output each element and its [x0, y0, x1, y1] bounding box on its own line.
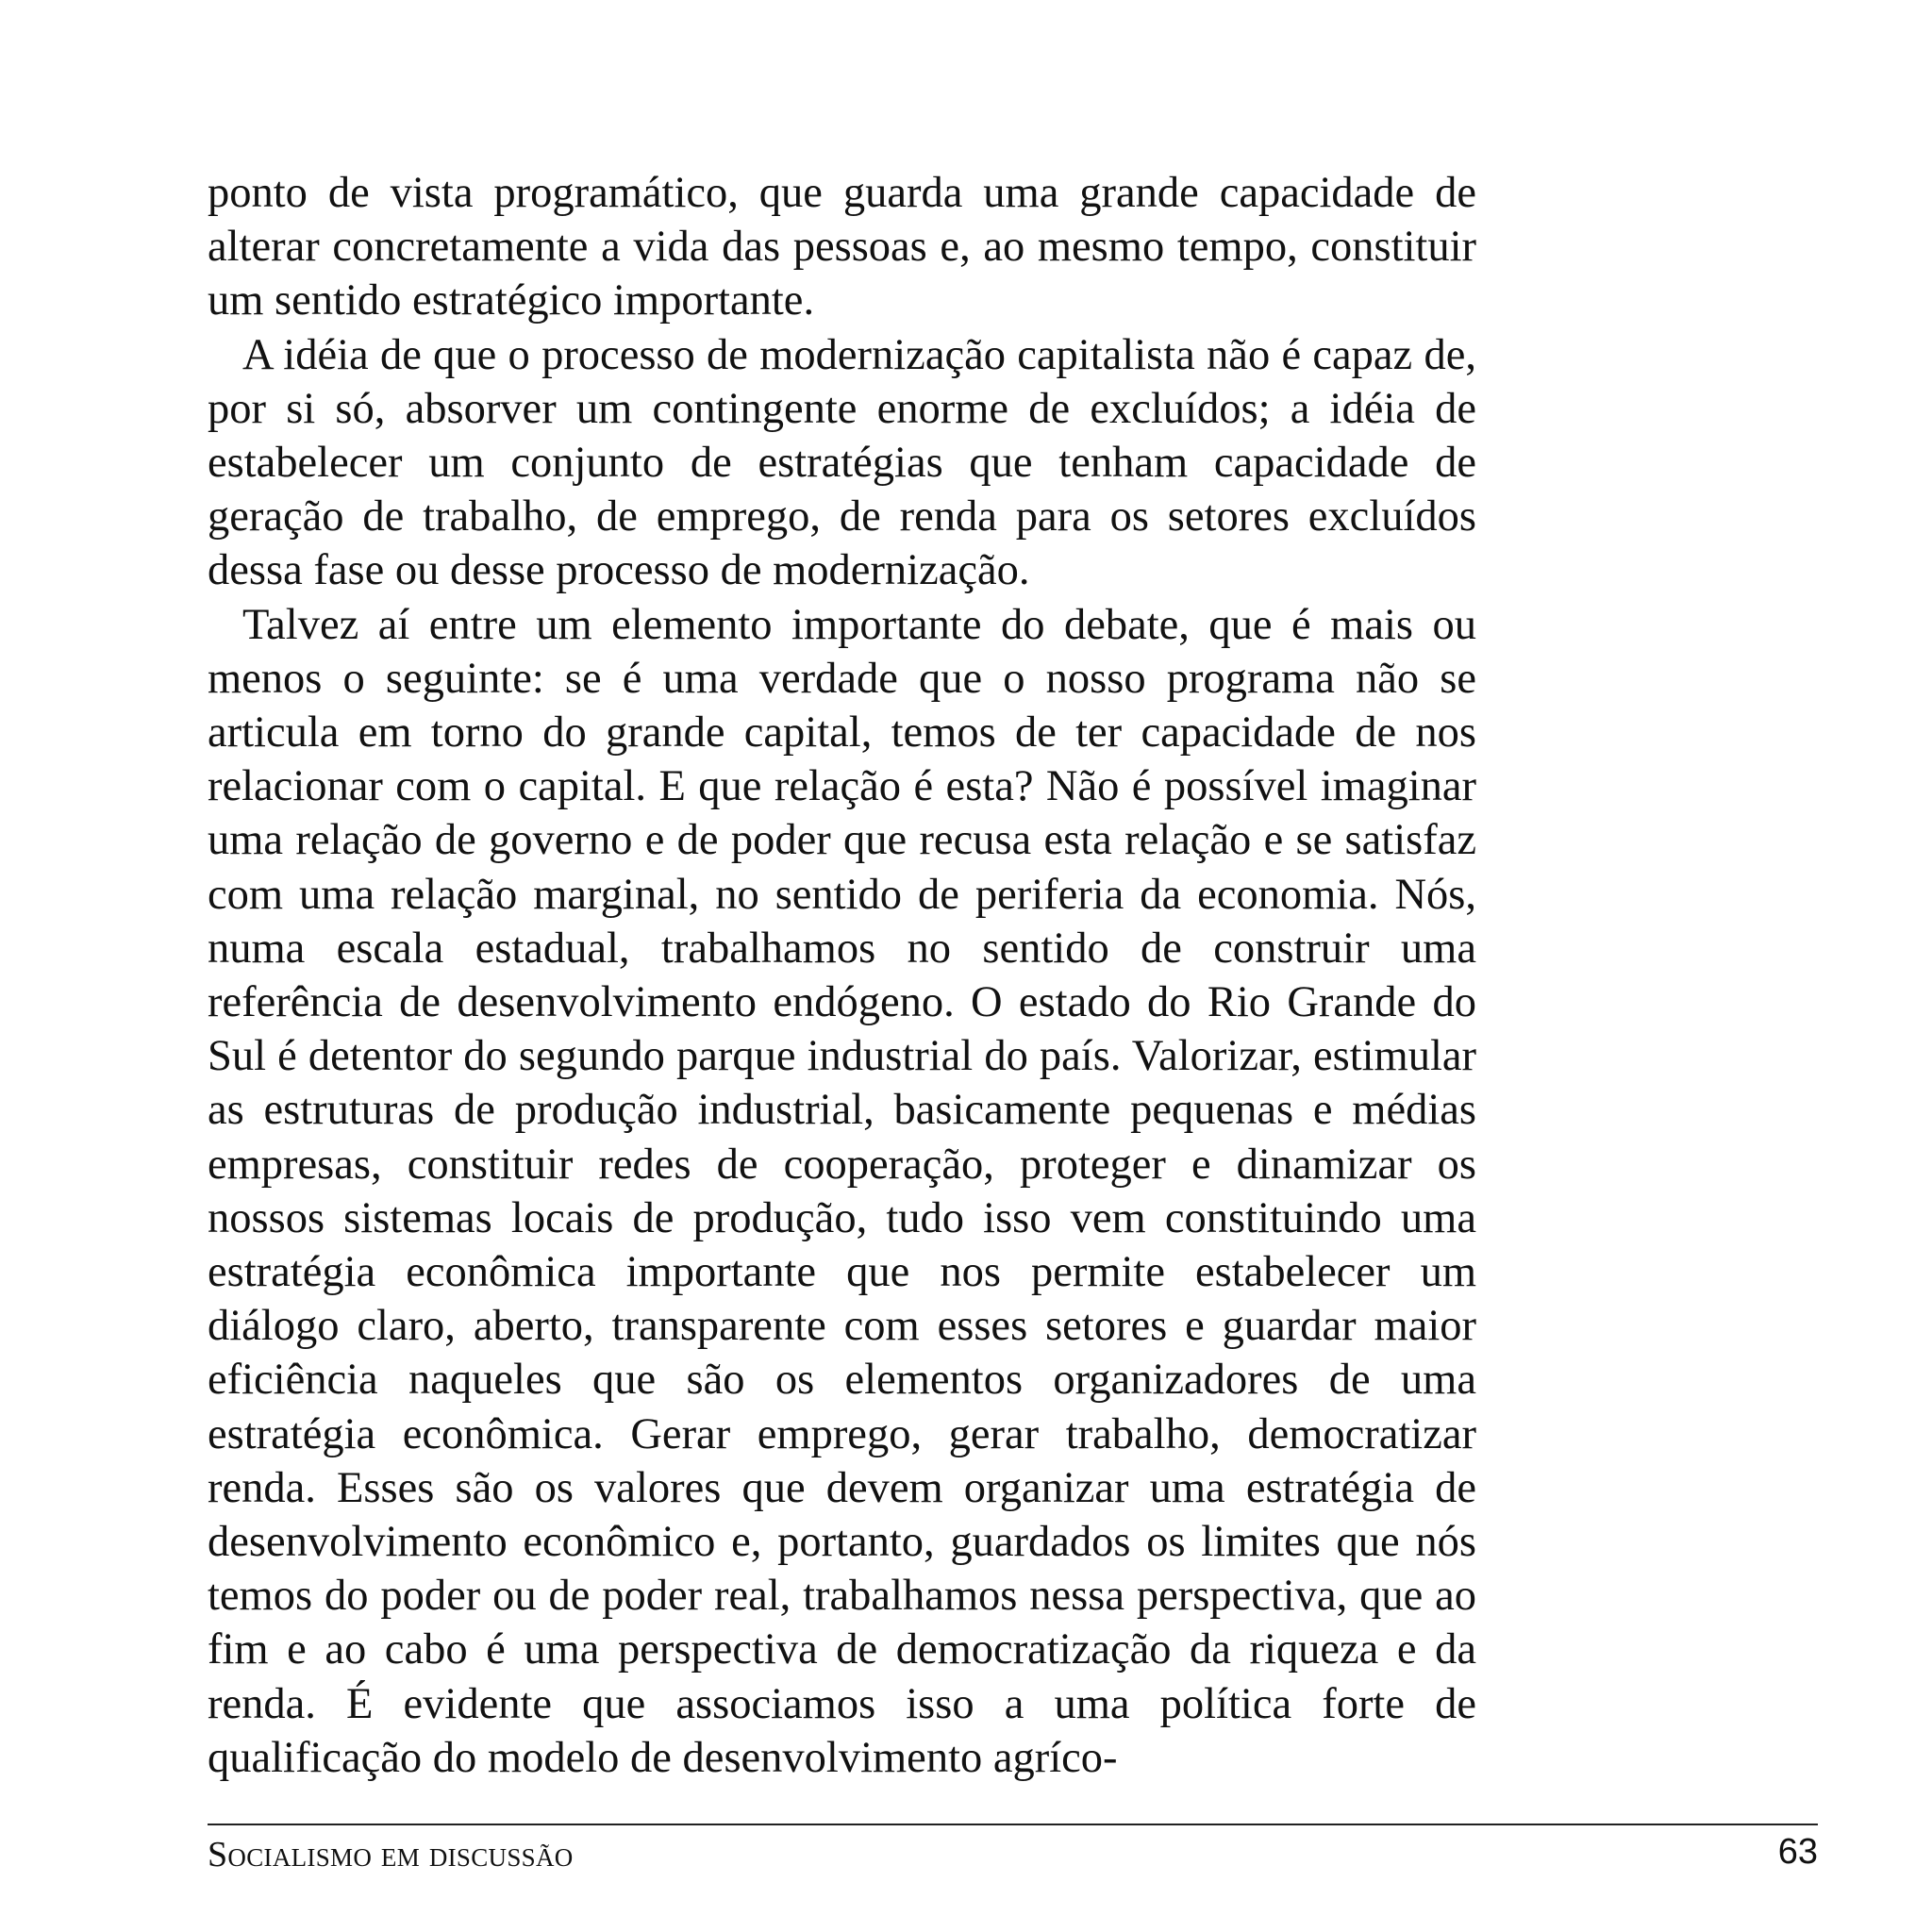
running-title: Socialismo em discussão — [208, 1835, 574, 1874]
paragraph-3: Talvez aí entre um elemento importante do debate, que é mais ou menos o seguinte: se é uma verdade que o nosso programa não se articula em torno do grande capital, temos de ter capacidade de nos relacionar com o capital. E que relação é esta? Não é possível imaginar uma relação de governo e de poder que recusa esta relação e se satisfaz com uma relação marginal, no sentido de periferia da economia. Nós, numa escala estadual, trabalhamos no sentido de construir uma referência de desenvolvimento endógeno. O estado do Rio Grande do Sul é detentor do segundo parque industrial do país. Valorizar, estimular as estruturas de produção industrial, basicamente pequenas e médias empresas, constituir redes de cooperação, proteger e dinamizar os nossos sistemas locais de produção, tudo isso vem constituindo uma estratégia econômica importante que nos permite estabelecer um diálogo claro, aberto, transparente com esses setores e guardar maior eficiência naqueles que são os elementos organizadores de uma estratégia econômica. Gerar emprego, gerar trabalho, democratizar renda. Esses são os valores que devem organizar uma estratégia de desenvolvimento econômico e, portanto, guardados os limites que nós temos do poder ou de poder real, trabalhamos nessa perspectiva, que ao fim e ao cabo é uma perspectiva de democratização da riqueza e da renda. É evidente que associamos isso a uma política forte de qualificação do modelo de desenvolvimento agríco- — [208, 600, 1476, 1782]
footer-rule — [208, 1824, 1818, 1825]
body-text — [208, 166, 1476, 1785]
paragraph-2: A idéia de que o processo de modernização capitalista não é capaz de, por si só, absorver um contingente enorme de excluídos; a idéia de estabelecer um conjunto de estratégias que tenham capacidade de geração de trabalho, de emprego, de renda para os setores excluídos dessa fase ou desse processo de modernização. — [208, 330, 1476, 595]
page-number: 63 — [1777, 1832, 1818, 1872]
paragraph-1: ponto de vista programático, que guarda uma grande capacidade de alterar concretamente a vida das pessoas e, ao mesmo tempo, constituir um sentido estratégico importante. — [208, 169, 1476, 325]
